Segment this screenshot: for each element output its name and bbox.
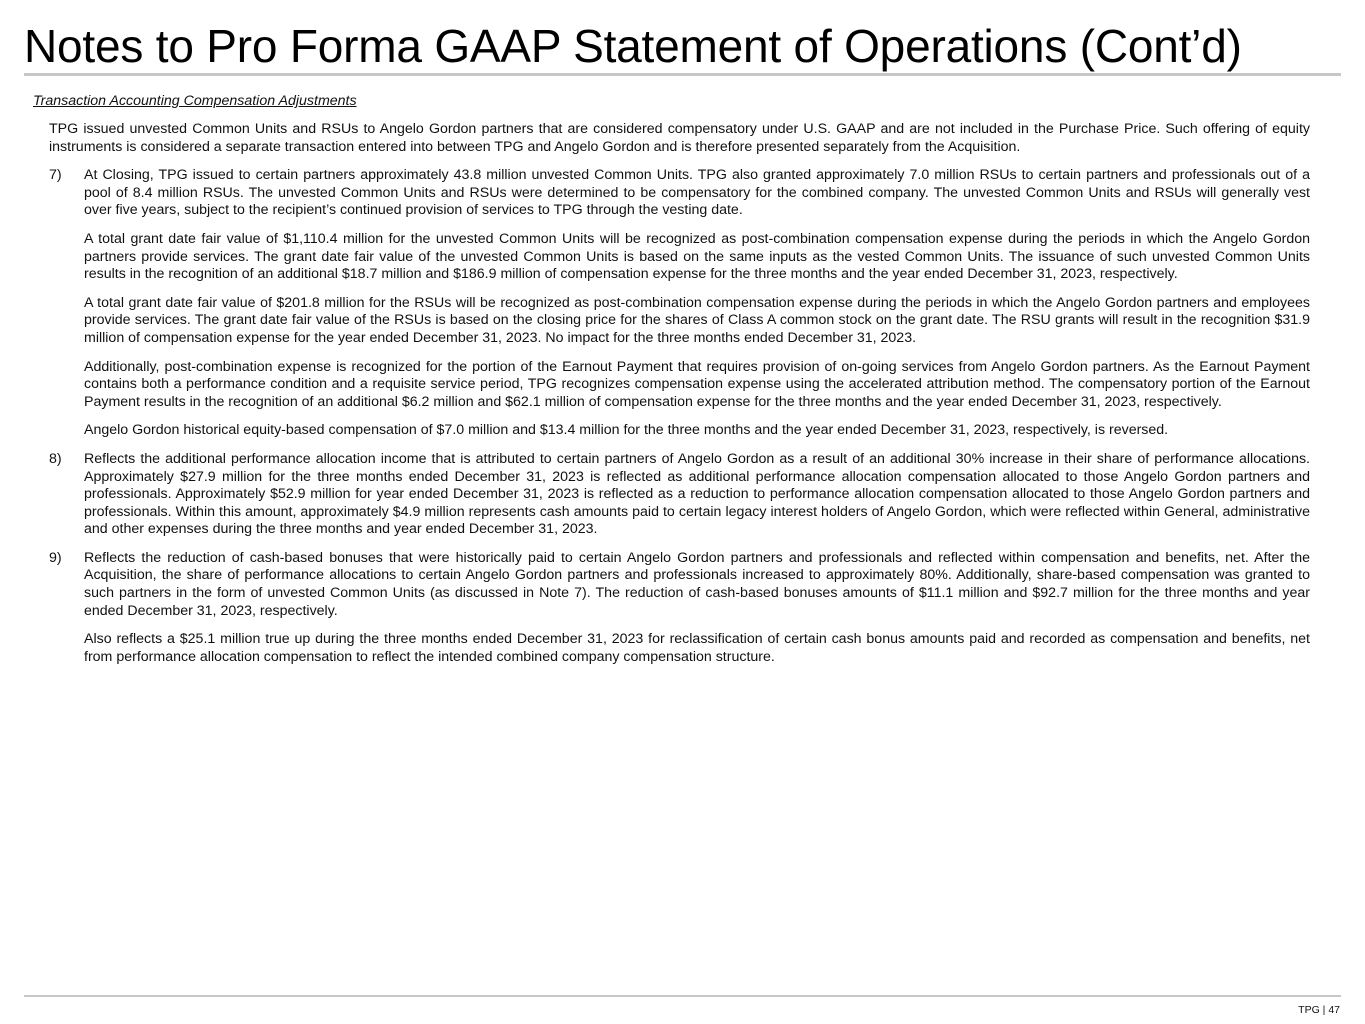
note-7-unvested-units-paragraph: A total grant date fair value of $1,110.4 million for the unvested Common Units will be recognized as post-combination compensation expense during the periods in which the Angelo Gordon partners provide services. The grant date fair value of the unvested Common Units is based on the same inputs as the vested Common Units. The issuance of such unvested Common Units results in the recognition of an additional $18.7 million and $186.9 million of compensation expense for the three months and the year ended December 31, 2023, respectively.: [84, 230, 1310, 283]
intro-paragraph: TPG issued unvested Common Units and RSUs to Angelo Gordon partners that are considered compensatory under U.S. GAAP and are not included in the Purchase Price. Such offering of equity instruments is considered a separate transaction entered into between TPG and Angelo Gordon and is therefore presented separately from the Acquisition.: [49, 121, 1310, 155]
note-text: At Closing, TPG issued to certain partners approximately 43.8 million unvested Common Units. TPG also granted approximately 7.0 million RSUs to certain partners and professionals out of a pool of 8.4 million RSUs. The unvested Common Units and RSUs were determined to be compensatory for the combined company. The unvested Common Units and RSUs will generally vest over five years, subject to the recipient’s continued provision of services to TPG through the vesting date.: [84, 167, 1310, 219]
notes-content: [33, 93, 1310, 677]
note-text: Reflects the reduction of cash-based bonuses that were historically paid to certain Angelo Gordon partners and professionals and reflected within compensation and benefits, net. After the Acquisition, the share of performance allocations to certain Angelo Gordon partners and professionals increased to approximately 80%. Additionally, share-based compensation was granted to such partners in the form of unvested Common Units (as discussed in Note 7). The reduction of cash-based bonuses amounts of $11.1 million and $92.7 million for the three months and year ended December 31, 2023, respectively.: [84, 549, 1310, 619]
note-9: [49, 550, 1310, 620]
note-7-earnout-paragraph: Additionally, post-combination expense is recognized for the portion of the Earnout Payment that requires provision of on-going services from Angelo Gordon partners. As the Earnout Payment contains both a performance condition and a requisite service period, TPG recognizes compensation expense using the accelerated attribution method. The compensatory portion of the Earnout Payment results in the recognition of an additional $6.2 million and $62.1 million of compensation expense for the three months and the year ended December 31, 2023, respectively.: [84, 358, 1310, 410]
note-7-rsu-paragraph: A total grant date fair value of $201.8 million for the RSUs will be recognized as post-combination compensation expense during the periods in which the Angelo Gordon partners and employees provide services. The grant date fair value of the RSUs is based on the closing price for the shares of Class A common stock on the grant date. The RSU grants will result in the recognition $31.9 million of compensation expense for the year ended December 31, 2023. No impact for the three months ended December 31, 2023.: [84, 294, 1310, 346]
note-7: [49, 167, 1310, 220]
footer-divider: [24, 995, 1341, 997]
note-text: Reflects the additional performance allocation income that is attributed to certain partners of Angelo Gordon as a result of an additional 30% increase in their share of performance allocations. Approximately $27.9 million for the three months ended December 31, 2023 is reflected as additional performance allocation compensation allocated to those Angelo Gordon partners and professionals. Approximately $52.9 million for year ended December 31, 2023 is reflected as a reduction to performance allocation compensation allocated to those Angelo Gordon partners and professionals. Within this amount, approximately $4.9 million represents cash amounts paid to certain legacy interest holders of Angelo Gordon, which were reflected within General, administrative and other expenses during the three months and year ended December 31, 2023.: [84, 450, 1310, 538]
note-9-true-up-paragraph: Also reflects a $25.1 million true up during the three months ended December 31, 2023 for reclassification of certain cash bonus amounts paid and recorded as compensation and benefits, net from performance allocation compensation to reflect the intended combined company compensation structure.: [84, 631, 1310, 665]
page-title: Notes to Pro Forma GAAP Statement of Operations (Cont’d): [24, 20, 1242, 72]
page-footer: TPG | 47: [1298, 1004, 1340, 1016]
note-number: 8): [49, 450, 62, 467]
note-8: [49, 451, 1310, 539]
section-heading: Transaction Accounting Compensation Adjustments: [33, 93, 357, 109]
title-divider: [24, 73, 1341, 76]
note-number: 9): [49, 549, 62, 566]
note-number: 7): [49, 167, 62, 184]
note-7-historical-comp-paragraph: Angelo Gordon historical equity-based compensation of $7.0 million and $13.4 million for the three months and the year ended December 31, 2023, respectively, is reversed.: [84, 422, 1169, 439]
